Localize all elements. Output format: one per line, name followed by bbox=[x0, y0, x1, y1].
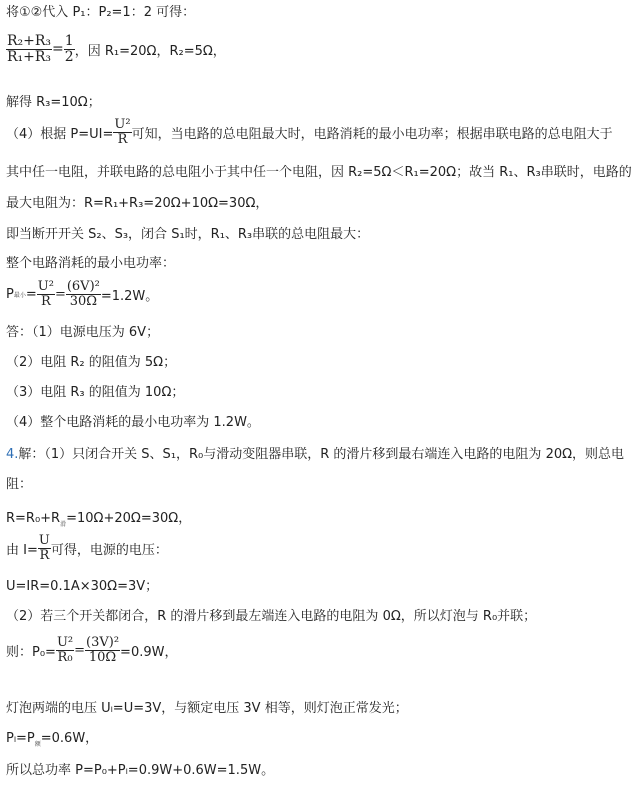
total-resistance-line bbox=[6, 510, 191, 534]
text-prefix: R=R₀+R bbox=[6, 511, 61, 526]
p0-equation: 则：P₀= $\frac{\text{U²}}{\text{R₀}}$ = $\frac{\text{(3V)²}}{10\Omega}$ =0.9W， bbox=[6, 635, 178, 665]
answer-line-4: （4）整个电路消耗的最小电功率为 1.2W。 bbox=[6, 415, 260, 430]
fraction-numerator: U² bbox=[37, 279, 54, 294]
fraction-one-half bbox=[64, 34, 75, 64]
fraction-denominator: R₀ bbox=[57, 649, 73, 665]
fraction-numerator: R₂+R₃ bbox=[7, 33, 52, 49]
text-line-23: 所以总功率 P=P₀+Pₗ=0.9W+0.6W=1.5W。 bbox=[6, 763, 275, 778]
fraction-numerator: U bbox=[38, 533, 50, 548]
text-prefix: （4）根据 P=UI= bbox=[6, 126, 114, 142]
fraction-denominator: 10Ω bbox=[88, 649, 117, 665]
text-line-5: 其中任一电阻，并联电路的总电阻小于其中任一个电阻，因 R₂=5Ω＜R₁=20Ω；故当 R₁、R₃串联时，电路的 bbox=[6, 165, 632, 180]
fraction-u-over-r bbox=[38, 534, 51, 562]
text-tail: =10Ω+20Ω=30Ω， bbox=[66, 511, 192, 526]
text-prefix: 则：P₀= bbox=[6, 644, 56, 660]
fraction-denominator: 2 bbox=[64, 48, 74, 65]
fraction-u2-over-r bbox=[113, 118, 131, 146]
text-tail: 可知，当电路的总电阻最大时，电路消耗的最小电功率；根据串联电路的总电阻大于 bbox=[131, 126, 613, 142]
fraction-numerator: U² bbox=[56, 635, 74, 650]
fraction-numerator: (3V)² bbox=[86, 635, 120, 650]
text-line-3: 解得 R₃=10Ω； bbox=[6, 95, 101, 110]
answer-line-2: （2）电阻 R₂ 的阻值为 5Ω； bbox=[6, 355, 177, 370]
text-line-18: U=IR=0.1A×30Ω=3V； bbox=[6, 579, 159, 594]
fraction-resistance-ratio bbox=[6, 34, 52, 64]
answer-line-3: （3）电阻 R₃ 的阻值为 10Ω； bbox=[6, 385, 185, 400]
fraction-numerator: 1 bbox=[64, 33, 74, 49]
text-prefix: Pₗ=P bbox=[6, 731, 35, 746]
text-line-6: 最大电阻为：R=R₁+R₃=20Ω+10Ω=30Ω， bbox=[6, 196, 269, 211]
question-number: 4. bbox=[6, 447, 19, 462]
min-power-equation: P 最小 = $\frac{\text{U²}}{R}$ = $\frac{\text{(6V)²}}{30\Omega}$ =1.2W。 bbox=[6, 279, 159, 309]
fraction-numerator: U² bbox=[114, 117, 131, 132]
power-symbol: P bbox=[6, 286, 14, 302]
text-line-1: 将①②代入 P₁：P₂=1：2 可得： bbox=[6, 5, 196, 20]
fraction-u2-over-r0 bbox=[56, 636, 74, 664]
ratio-equation: $\frac{\text{R₂+R₃}}{\text{R₁+R₃}}$ = $\frac{1}{2}$ ，因 R₁=20Ω，R₂=5Ω， bbox=[7, 33, 226, 65]
question-4-text: 解：（1）只闭合开关 S、S₁，R₀与滑动变阻器串联，R 的滑片移到最右端连入电路的电阻为 20Ω，则总电 bbox=[18, 447, 625, 462]
subscript-rated: 额 bbox=[34, 741, 41, 748]
text-line-8: 整个电路消耗的最小电功率： bbox=[6, 256, 176, 271]
lamp-power-line bbox=[6, 730, 98, 754]
text-tail: =0.6W， bbox=[40, 731, 99, 746]
fraction-3v-squared bbox=[85, 636, 120, 664]
text-line-21: 灯泡两端的电压 Uₗ=U=3V，与额定电压 3V 相等，则灯泡正常发光； bbox=[6, 701, 408, 716]
equals-sign: = bbox=[25, 286, 37, 302]
fraction-denominator: 30Ω bbox=[69, 293, 98, 309]
fraction-denominator: R₁+R₃ bbox=[7, 48, 52, 65]
text-prefix: 由 I= bbox=[6, 542, 38, 558]
text-line-19: （2）若三个开关都闭合，R 的滑片移到最左端连入电路的电阻为 0Ω，所以灯泡与 R₀并联； bbox=[6, 609, 537, 624]
subscript-slide: 滑 bbox=[60, 521, 67, 528]
fraction-denominator: R bbox=[117, 131, 128, 147]
fraction-denominator: R bbox=[39, 547, 50, 563]
question-4-header bbox=[6, 446, 624, 464]
ohms-law-line bbox=[6, 534, 168, 562]
answer-line-1: 答：（1）电源电压为 6V； bbox=[6, 325, 160, 340]
equation-result: =0.9W， bbox=[120, 644, 178, 660]
text-line-15: 阻： bbox=[6, 477, 33, 492]
fraction-denominator: R bbox=[40, 293, 51, 309]
equation-tail-text: ，因 R₁=20Ω，R₂=5Ω， bbox=[74, 43, 226, 59]
fraction-6v-squared bbox=[66, 280, 101, 308]
fraction-u2-over-r bbox=[37, 280, 55, 308]
text-line-7: 即当断开开关 S₂、S₃，闭合 S₁时，R₁、R₃串联的总电阻最大： bbox=[6, 227, 370, 242]
equation-result: =1.2W。 bbox=[100, 288, 159, 304]
fraction-numerator: (6V)² bbox=[66, 279, 100, 294]
subscript-min: 最小 bbox=[13, 291, 26, 299]
power-formula-line bbox=[6, 118, 613, 146]
text-tail: 可得，电源的电压： bbox=[50, 542, 168, 558]
